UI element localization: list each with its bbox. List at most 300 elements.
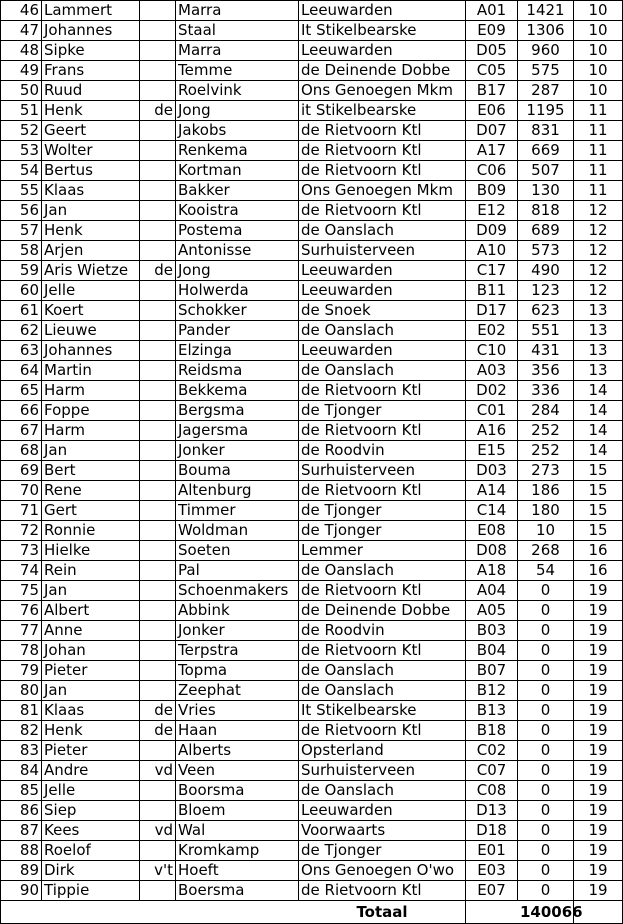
weight-cell: 273 bbox=[518, 461, 574, 481]
last-name-cell: Pal bbox=[176, 561, 299, 581]
club-cell: Opsterland bbox=[299, 741, 466, 761]
seat-cell: E09 bbox=[466, 21, 518, 41]
club-cell: de Oanslach bbox=[299, 781, 466, 801]
last-name-cell: Renkema bbox=[176, 141, 299, 161]
club-cell: Ons Genoegen Mkm bbox=[299, 181, 466, 201]
first-name-cell: Harm bbox=[42, 381, 140, 401]
club-cell: de Oanslach bbox=[299, 361, 466, 381]
first-name-cell: Jelle bbox=[42, 281, 140, 301]
weight-cell: 960 bbox=[518, 41, 574, 61]
last-name-cell: Zeephat bbox=[176, 681, 299, 701]
seat-cell: D17 bbox=[466, 301, 518, 321]
first-name-cell: Jan bbox=[42, 441, 140, 461]
total-blank-cell bbox=[176, 901, 299, 924]
weight-cell: 0 bbox=[518, 741, 574, 761]
rank-cell: 89 bbox=[1, 861, 42, 881]
prefix-cell bbox=[140, 161, 176, 181]
club-cell: de Rietvoorn Ktl bbox=[299, 481, 466, 501]
table-row bbox=[1, 701, 623, 721]
club-cell: de Rietvoorn Ktl bbox=[299, 201, 466, 221]
seat-cell: D13 bbox=[466, 801, 518, 821]
weight-cell: 0 bbox=[518, 641, 574, 661]
rank-cell: 54 bbox=[1, 161, 42, 181]
rank-cell: 56 bbox=[1, 201, 42, 221]
table-row bbox=[1, 821, 623, 841]
seat-cell: A17 bbox=[466, 141, 518, 161]
table-row bbox=[1, 841, 623, 861]
table-row bbox=[1, 261, 623, 281]
weight-cell: 818 bbox=[518, 201, 574, 221]
rank-cell: 46 bbox=[1, 1, 42, 21]
club-cell: de Tjonger bbox=[299, 501, 466, 521]
weight-cell: 54 bbox=[518, 561, 574, 581]
club-cell: de Rietvoorn Ktl bbox=[299, 141, 466, 161]
weight-cell: 0 bbox=[518, 881, 574, 901]
first-name-cell: Albert bbox=[42, 601, 140, 621]
rank-cell: 76 bbox=[1, 601, 42, 621]
prefix-cell bbox=[140, 481, 176, 501]
seat-cell: E15 bbox=[466, 441, 518, 461]
weight-cell: 431 bbox=[518, 341, 574, 361]
prefix-cell bbox=[140, 81, 176, 101]
last-name-cell: Wal bbox=[176, 821, 299, 841]
prefix-cell bbox=[140, 141, 176, 161]
prefix-cell bbox=[140, 21, 176, 41]
rank-cell: 58 bbox=[1, 241, 42, 261]
rank-cell: 71 bbox=[1, 501, 42, 521]
points-cell: 19 bbox=[574, 621, 623, 641]
weight-cell: 669 bbox=[518, 141, 574, 161]
club-cell: de Snoek bbox=[299, 301, 466, 321]
prefix-cell bbox=[140, 221, 176, 241]
prefix-cell bbox=[140, 641, 176, 661]
table-row bbox=[1, 741, 623, 761]
rank-cell: 90 bbox=[1, 881, 42, 901]
table-row bbox=[1, 161, 623, 181]
seat-cell: A18 bbox=[466, 561, 518, 581]
first-name-cell: Tippie bbox=[42, 881, 140, 901]
rank-cell: 70 bbox=[1, 481, 42, 501]
last-name-cell: Bakker bbox=[176, 181, 299, 201]
seat-cell: E07 bbox=[466, 881, 518, 901]
points-cell: 19 bbox=[574, 661, 623, 681]
weight-cell: 356 bbox=[518, 361, 574, 381]
last-name-cell: Marra bbox=[176, 1, 299, 21]
points-cell: 19 bbox=[574, 601, 623, 621]
table-row bbox=[1, 801, 623, 821]
seat-cell: B09 bbox=[466, 181, 518, 201]
rank-cell: 59 bbox=[1, 261, 42, 281]
club-cell: de Tjonger bbox=[299, 841, 466, 861]
weight-cell: 284 bbox=[518, 401, 574, 421]
weight-cell: 10 bbox=[518, 521, 574, 541]
prefix-cell bbox=[140, 401, 176, 421]
first-name-cell: Geert bbox=[42, 121, 140, 141]
seat-cell: A05 bbox=[466, 601, 518, 621]
table-row bbox=[1, 521, 623, 541]
rank-cell: 80 bbox=[1, 681, 42, 701]
table-row bbox=[1, 881, 623, 901]
seat-cell: E12 bbox=[466, 201, 518, 221]
prefix-cell bbox=[140, 541, 176, 561]
prefix-cell bbox=[140, 381, 176, 401]
points-cell: 12 bbox=[574, 201, 623, 221]
table-row bbox=[1, 181, 623, 201]
last-name-cell: Bouma bbox=[176, 461, 299, 481]
last-name-cell: Jakobs bbox=[176, 121, 299, 141]
seat-cell: A03 bbox=[466, 361, 518, 381]
club-cell: Leeuwarden bbox=[299, 281, 466, 301]
club-cell: de Tjonger bbox=[299, 521, 466, 541]
first-name-cell: Frans bbox=[42, 61, 140, 81]
points-cell: 10 bbox=[574, 81, 623, 101]
first-name-cell: Jelle bbox=[42, 781, 140, 801]
first-name-cell: Johan bbox=[42, 641, 140, 661]
club-cell: Ons Genoegen Mkm bbox=[299, 81, 466, 101]
prefix-cell: vd bbox=[140, 821, 176, 841]
club-cell: de Oanslach bbox=[299, 681, 466, 701]
rank-cell: 63 bbox=[1, 341, 42, 361]
rank-cell: 57 bbox=[1, 221, 42, 241]
seat-cell: D03 bbox=[466, 461, 518, 481]
table-row bbox=[1, 381, 623, 401]
table-row bbox=[1, 681, 623, 701]
rank-cell: 50 bbox=[1, 81, 42, 101]
total-label: Totaal bbox=[299, 901, 466, 924]
club-cell: It Stikelbearske bbox=[299, 701, 466, 721]
rank-cell: 78 bbox=[1, 641, 42, 661]
weight-cell: 1421 bbox=[518, 1, 574, 21]
weight-cell: 336 bbox=[518, 381, 574, 401]
table-row bbox=[1, 861, 623, 881]
seat-cell: D07 bbox=[466, 121, 518, 141]
prefix-cell bbox=[140, 621, 176, 641]
first-name-cell: Andre bbox=[42, 761, 140, 781]
points-cell: 19 bbox=[574, 781, 623, 801]
seat-cell: B04 bbox=[466, 641, 518, 661]
first-name-cell: Lieuwe bbox=[42, 321, 140, 341]
last-name-cell: Boorsma bbox=[176, 781, 299, 801]
first-name-cell: Johannes bbox=[42, 341, 140, 361]
first-name-cell: Klaas bbox=[42, 181, 140, 201]
prefix-cell bbox=[140, 281, 176, 301]
table-row bbox=[1, 601, 623, 621]
points-cell: 19 bbox=[574, 761, 623, 781]
seat-cell: D08 bbox=[466, 541, 518, 561]
weight-cell: 252 bbox=[518, 421, 574, 441]
rank-cell: 49 bbox=[1, 61, 42, 81]
points-cell: 14 bbox=[574, 401, 623, 421]
first-name-cell: Ronnie bbox=[42, 521, 140, 541]
table-row bbox=[1, 301, 623, 321]
last-name-cell: Bekkema bbox=[176, 381, 299, 401]
prefix-cell bbox=[140, 441, 176, 461]
first-name-cell: Johannes bbox=[42, 21, 140, 41]
total-blank-cell bbox=[466, 901, 518, 924]
prefix-cell: vd bbox=[140, 761, 176, 781]
first-name-cell: Bert bbox=[42, 461, 140, 481]
seat-cell: C01 bbox=[466, 401, 518, 421]
table-row bbox=[1, 101, 623, 121]
rank-cell: 61 bbox=[1, 301, 42, 321]
rank-cell: 62 bbox=[1, 321, 42, 341]
prefix-cell bbox=[140, 181, 176, 201]
club-cell: de Deinende Dobbe bbox=[299, 601, 466, 621]
table-row bbox=[1, 441, 623, 461]
seat-cell: B18 bbox=[466, 721, 518, 741]
last-name-cell: Holwerda bbox=[176, 281, 299, 301]
last-name-cell: Jong bbox=[176, 101, 299, 121]
seat-cell: B11 bbox=[466, 281, 518, 301]
rank-cell: 83 bbox=[1, 741, 42, 761]
rank-cell: 86 bbox=[1, 801, 42, 821]
seat-cell: C08 bbox=[466, 781, 518, 801]
prefix-cell bbox=[140, 601, 176, 621]
table-row bbox=[1, 1, 623, 21]
rank-cell: 51 bbox=[1, 101, 42, 121]
points-cell: 19 bbox=[574, 641, 623, 661]
last-name-cell: Bloem bbox=[176, 801, 299, 821]
first-name-cell: Hielke bbox=[42, 541, 140, 561]
points-cell: 12 bbox=[574, 261, 623, 281]
prefix-cell bbox=[140, 41, 176, 61]
first-name-cell: Aris Wietze bbox=[42, 261, 140, 281]
table-body bbox=[1, 1, 623, 901]
seat-cell: D18 bbox=[466, 821, 518, 841]
rank-cell: 60 bbox=[1, 281, 42, 301]
first-name-cell: Pieter bbox=[42, 741, 140, 761]
prefix-cell bbox=[140, 841, 176, 861]
points-cell: 14 bbox=[574, 441, 623, 461]
points-cell: 19 bbox=[574, 861, 623, 881]
first-name-cell: Henk bbox=[42, 221, 140, 241]
weight-cell: 0 bbox=[518, 781, 574, 801]
seat-cell: A14 bbox=[466, 481, 518, 501]
first-name-cell: Lammert bbox=[42, 1, 140, 21]
weight-cell: 551 bbox=[518, 321, 574, 341]
club-cell: de Rietvoorn Ktl bbox=[299, 161, 466, 181]
weight-cell: 490 bbox=[518, 261, 574, 281]
last-name-cell: Postema bbox=[176, 221, 299, 241]
rank-cell: 68 bbox=[1, 441, 42, 461]
weight-cell: 0 bbox=[518, 601, 574, 621]
seat-cell: C17 bbox=[466, 261, 518, 281]
weight-cell: 130 bbox=[518, 181, 574, 201]
rank-cell: 81 bbox=[1, 701, 42, 721]
seat-cell: E01 bbox=[466, 841, 518, 861]
club-cell: Surhuisterveen bbox=[299, 241, 466, 261]
club-cell: de Roodvin bbox=[299, 621, 466, 641]
last-name-cell: Kortman bbox=[176, 161, 299, 181]
last-name-cell: Haan bbox=[176, 721, 299, 741]
last-name-cell: Jonker bbox=[176, 441, 299, 461]
prefix-cell: de bbox=[140, 101, 176, 121]
weight-cell: 0 bbox=[518, 761, 574, 781]
rank-cell: 52 bbox=[1, 121, 42, 141]
prefix-cell bbox=[140, 881, 176, 901]
first-name-cell: Roelof bbox=[42, 841, 140, 861]
points-cell: 11 bbox=[574, 181, 623, 201]
prefix-cell bbox=[140, 421, 176, 441]
table-row bbox=[1, 361, 623, 381]
rank-cell: 84 bbox=[1, 761, 42, 781]
first-name-cell: Pieter bbox=[42, 661, 140, 681]
points-cell: 10 bbox=[574, 41, 623, 61]
club-cell: de Rietvoorn Ktl bbox=[299, 121, 466, 141]
club-cell: de Rietvoorn Ktl bbox=[299, 581, 466, 601]
prefix-cell bbox=[140, 501, 176, 521]
table-row bbox=[1, 341, 623, 361]
last-name-cell: Alberts bbox=[176, 741, 299, 761]
club-cell: de Oanslach bbox=[299, 321, 466, 341]
table-row bbox=[1, 761, 623, 781]
first-name-cell: Jan bbox=[42, 681, 140, 701]
points-cell: 19 bbox=[574, 681, 623, 701]
seat-cell: D09 bbox=[466, 221, 518, 241]
rank-cell: 64 bbox=[1, 361, 42, 381]
rank-cell: 55 bbox=[1, 181, 42, 201]
club-cell: de Oanslach bbox=[299, 561, 466, 581]
prefix-cell bbox=[140, 361, 176, 381]
points-cell: 19 bbox=[574, 721, 623, 741]
table-row bbox=[1, 581, 623, 601]
points-cell: 10 bbox=[574, 61, 623, 81]
total-row bbox=[1, 901, 623, 924]
club-cell: de Rietvoorn Ktl bbox=[299, 421, 466, 441]
seat-cell: C07 bbox=[466, 761, 518, 781]
seat-cell: E03 bbox=[466, 861, 518, 881]
club-cell: de Deinende Dobbe bbox=[299, 61, 466, 81]
club-cell: de Rietvoorn Ktl bbox=[299, 641, 466, 661]
club-cell: Ons Genoegen O'wo bbox=[299, 861, 466, 881]
points-cell: 14 bbox=[574, 381, 623, 401]
first-name-cell: Gert bbox=[42, 501, 140, 521]
prefix-cell bbox=[140, 581, 176, 601]
first-name-cell: Jan bbox=[42, 201, 140, 221]
first-name-cell: Jan bbox=[42, 581, 140, 601]
prefix-cell bbox=[140, 341, 176, 361]
points-cell: 16 bbox=[574, 541, 623, 561]
rank-cell: 73 bbox=[1, 541, 42, 561]
rank-cell: 67 bbox=[1, 421, 42, 441]
last-name-cell: Soeten bbox=[176, 541, 299, 561]
table-row bbox=[1, 421, 623, 441]
first-name-cell: Bertus bbox=[42, 161, 140, 181]
last-name-cell: Pander bbox=[176, 321, 299, 341]
last-name-cell: Veen bbox=[176, 761, 299, 781]
first-name-cell: Rein bbox=[42, 561, 140, 581]
last-name-cell: Elzinga bbox=[176, 341, 299, 361]
last-name-cell: Staal bbox=[176, 21, 299, 41]
club-cell: It Stikelbearske bbox=[299, 21, 466, 41]
prefix-cell bbox=[140, 1, 176, 21]
last-name-cell: Vries bbox=[176, 701, 299, 721]
total-blank-cell bbox=[1, 901, 42, 924]
rank-cell: 88 bbox=[1, 841, 42, 861]
rank-cell: 53 bbox=[1, 141, 42, 161]
rank-cell: 69 bbox=[1, 461, 42, 481]
points-cell: 19 bbox=[574, 581, 623, 601]
prefix-cell: de bbox=[140, 701, 176, 721]
weight-cell: 573 bbox=[518, 241, 574, 261]
table-row bbox=[1, 201, 623, 221]
last-name-cell: Schoenmakers bbox=[176, 581, 299, 601]
first-name-cell: Foppe bbox=[42, 401, 140, 421]
first-name-cell: Martin bbox=[42, 361, 140, 381]
last-name-cell: Kromkamp bbox=[176, 841, 299, 861]
rank-cell: 85 bbox=[1, 781, 42, 801]
weight-cell: 0 bbox=[518, 661, 574, 681]
last-name-cell: Temme bbox=[176, 61, 299, 81]
club-cell: it Stikelbearske bbox=[299, 101, 466, 121]
seat-cell: B03 bbox=[466, 621, 518, 641]
club-cell: Surhuisterveen bbox=[299, 761, 466, 781]
weight-cell: 689 bbox=[518, 221, 574, 241]
weight-cell: 252 bbox=[518, 441, 574, 461]
points-cell: 15 bbox=[574, 501, 623, 521]
club-cell: Surhuisterveen bbox=[299, 461, 466, 481]
points-cell: 19 bbox=[574, 821, 623, 841]
last-name-cell: Jagersma bbox=[176, 421, 299, 441]
first-name-cell: Henk bbox=[42, 101, 140, 121]
total-value: 140066 bbox=[518, 901, 574, 924]
first-name-cell: Henk bbox=[42, 721, 140, 741]
table-row bbox=[1, 41, 623, 61]
prefix-cell bbox=[140, 461, 176, 481]
table-row bbox=[1, 81, 623, 101]
seat-cell: A16 bbox=[466, 421, 518, 441]
first-name-cell: Kees bbox=[42, 821, 140, 841]
prefix-cell bbox=[140, 321, 176, 341]
table-row bbox=[1, 121, 623, 141]
weight-cell: 0 bbox=[518, 721, 574, 741]
club-cell: Leeuwarden bbox=[299, 1, 466, 21]
first-name-cell: Siep bbox=[42, 801, 140, 821]
seat-cell: B13 bbox=[466, 701, 518, 721]
club-cell: Leeuwarden bbox=[299, 261, 466, 281]
prefix-cell bbox=[140, 561, 176, 581]
weight-cell: 831 bbox=[518, 121, 574, 141]
points-cell: 19 bbox=[574, 801, 623, 821]
last-name-cell: Terpstra bbox=[176, 641, 299, 661]
seat-cell: C14 bbox=[466, 501, 518, 521]
table-row bbox=[1, 141, 623, 161]
points-cell: 11 bbox=[574, 121, 623, 141]
weight-cell: 0 bbox=[518, 581, 574, 601]
weight-cell: 186 bbox=[518, 481, 574, 501]
rank-cell: 75 bbox=[1, 581, 42, 601]
seat-cell: C10 bbox=[466, 341, 518, 361]
table-row bbox=[1, 21, 623, 41]
club-cell: de Rietvoorn Ktl bbox=[299, 381, 466, 401]
points-cell: 14 bbox=[574, 421, 623, 441]
points-cell: 10 bbox=[574, 21, 623, 41]
seat-cell: A04 bbox=[466, 581, 518, 601]
seat-cell: C06 bbox=[466, 161, 518, 181]
prefix-cell bbox=[140, 661, 176, 681]
table-row bbox=[1, 321, 623, 341]
table-row bbox=[1, 61, 623, 81]
club-cell: de Rietvoorn Ktl bbox=[299, 721, 466, 741]
seat-cell: E06 bbox=[466, 101, 518, 121]
points-cell: 13 bbox=[574, 361, 623, 381]
points-cell: 13 bbox=[574, 321, 623, 341]
table-row bbox=[1, 661, 623, 681]
seat-cell: E08 bbox=[466, 521, 518, 541]
weight-cell: 0 bbox=[518, 841, 574, 861]
rank-cell: 79 bbox=[1, 661, 42, 681]
points-cell: 12 bbox=[574, 281, 623, 301]
